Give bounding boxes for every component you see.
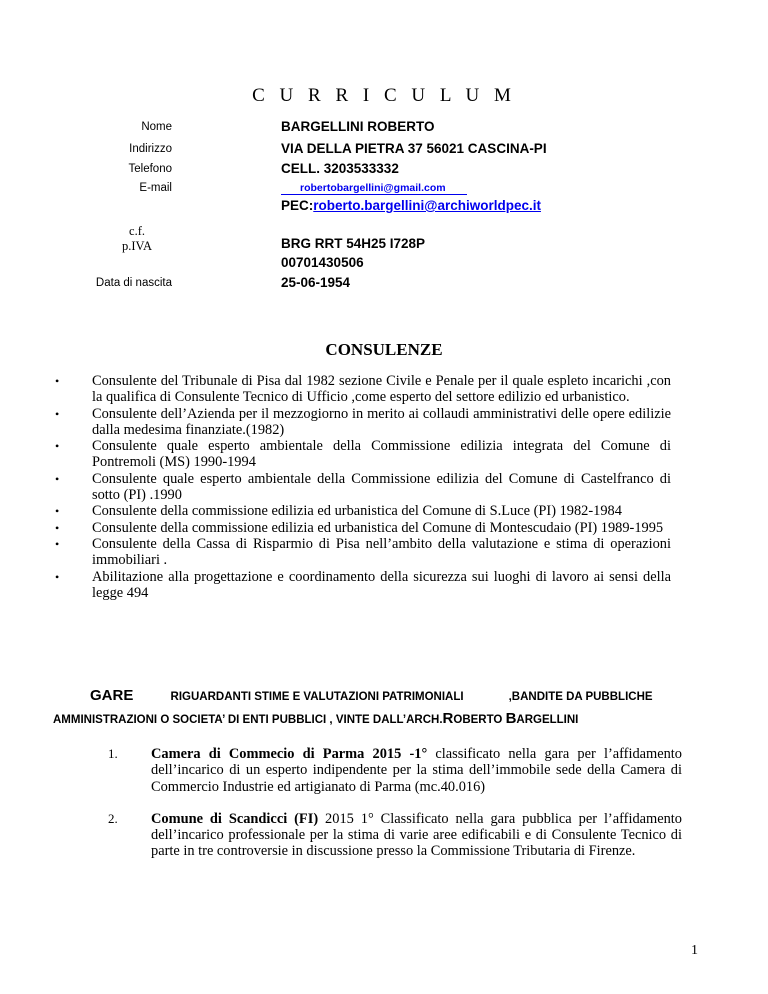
list-item: • Consulente quale esperto ambientale della Commissione edilizia integrata del Comune di Pontremoli (MS) 1990-1994 bbox=[55, 438, 671, 471]
email-link[interactable]: robertobargellini@gmail.com bbox=[300, 182, 446, 194]
item-title: Comune di Scandicci (FI) bbox=[151, 810, 319, 827]
piva-value: 00701430506 bbox=[281, 255, 364, 270]
list-item: • Consulente della commissione edilizia ed urbanistica del Comune di Montescudaio (PI) 1989-1995 bbox=[55, 520, 671, 536]
gare-list bbox=[108, 746, 682, 876]
gare-heading bbox=[53, 682, 713, 734]
email-underline bbox=[281, 194, 467, 195]
cf-label: c.f. bbox=[129, 224, 145, 238]
gare-line1: RIGUARDANTI STIME E VALUTAZIONI PATRIMONIALI bbox=[170, 691, 464, 703]
address-value: VIA DELLA PIETRA 37 56021 CASCINA-PI bbox=[281, 141, 547, 156]
gare-r: R bbox=[442, 710, 454, 727]
item-text: classificato nella gara per l’affidamento dell’incarico di un esperto indipendente per la stima dell’immobile sede della Camera di Commercio Industrie ed artigianato di Parma (mc.40.016) bbox=[151, 746, 683, 795]
gare-line2: AMMINISTRAZIONI O SOCIETA’ DI ENTI PUBBLICI , VINTE DALL’ARCH. bbox=[53, 714, 443, 726]
gare-word: GARE bbox=[90, 687, 134, 704]
address-label: Indirizzo bbox=[129, 143, 172, 155]
list-item bbox=[108, 811, 682, 860]
list-item: • Consulente del Tribunale di Pisa dal 1982 sezione Civile e Penale per il quale espleto incarichi ,con la qualifica di Consulente Tecnico di Ufficio ,come esperto del settore edilizio ed urbanistico. bbox=[55, 373, 671, 406]
pec-prefix: PEC: bbox=[281, 198, 314, 213]
item-title: Camera di Commecio di Parma 2015 -1° bbox=[151, 746, 428, 762]
piva-label: p.IVA bbox=[122, 239, 152, 253]
cf-value: BRG RRT 54H25 I728P bbox=[281, 236, 426, 251]
birth-value: 25-06-1954 bbox=[281, 275, 351, 290]
list-item: • Consulente della Cassa di Risparmio di Pisa nell’ambito della valutazione e stima di operazioni immobiliari . bbox=[55, 536, 671, 569]
gare-line1b: ,BANDITE DA PUBBLICHE bbox=[508, 691, 653, 703]
phone-value: CELL. 3203533332 bbox=[281, 161, 399, 176]
list-item: • Consulente dell’Azienda per il mezzogiorno in merito ai collaudi amministrativi delle opere edilizie dalla medesima finanziate.(1982) bbox=[55, 406, 671, 439]
birth-label: Data di nascita bbox=[95, 277, 172, 289]
page-title: C U R R I C U L U M bbox=[252, 85, 516, 106]
list-item bbox=[108, 746, 682, 795]
list-item: • Abilitazione alla progettazione e coordinamento della sicurezza sui luoghi di lavoro ai sensi della legge 494 bbox=[55, 569, 671, 602]
item-number: 1. bbox=[108, 746, 118, 761]
email-label: E-mail bbox=[139, 182, 172, 194]
page-number: 1 bbox=[691, 943, 698, 958]
gare-b: B bbox=[505, 710, 517, 727]
name-value: BARGELLINI ROBERTO bbox=[281, 119, 435, 134]
consulenze-list bbox=[55, 373, 671, 601]
item-number: 2. bbox=[108, 810, 118, 826]
list-item: • Consulente della commissione edilizia ed urbanistica del Comune di S.Luce (PI) 1982-1984 bbox=[55, 503, 671, 519]
list-item: • Consulente quale esperto ambientale della Commissione edilizia del Comune di Castelfranco di sotto (PI) .1990 bbox=[55, 471, 671, 504]
gare-bargellini: ARGELLINI bbox=[516, 714, 579, 726]
gare-roberto: OBERTO bbox=[453, 714, 506, 726]
pec-line bbox=[281, 198, 541, 213]
pec-link[interactable]: roberto.bargellini@archiworldpec.it bbox=[313, 198, 541, 213]
item-text: 2015 1° Classificato nella gara pubblica per l’affidamento dell’incarico professionale per la stima di varie aree edificabili e di Consulente Tecnico di parte in tre controversie in discussione presso la Commissione Tributaria di Firenze. bbox=[151, 810, 682, 860]
consulenze-heading: CONSULENZE bbox=[325, 340, 443, 359]
name-label: Nome bbox=[141, 121, 172, 133]
phone-label: Telefono bbox=[128, 163, 172, 175]
